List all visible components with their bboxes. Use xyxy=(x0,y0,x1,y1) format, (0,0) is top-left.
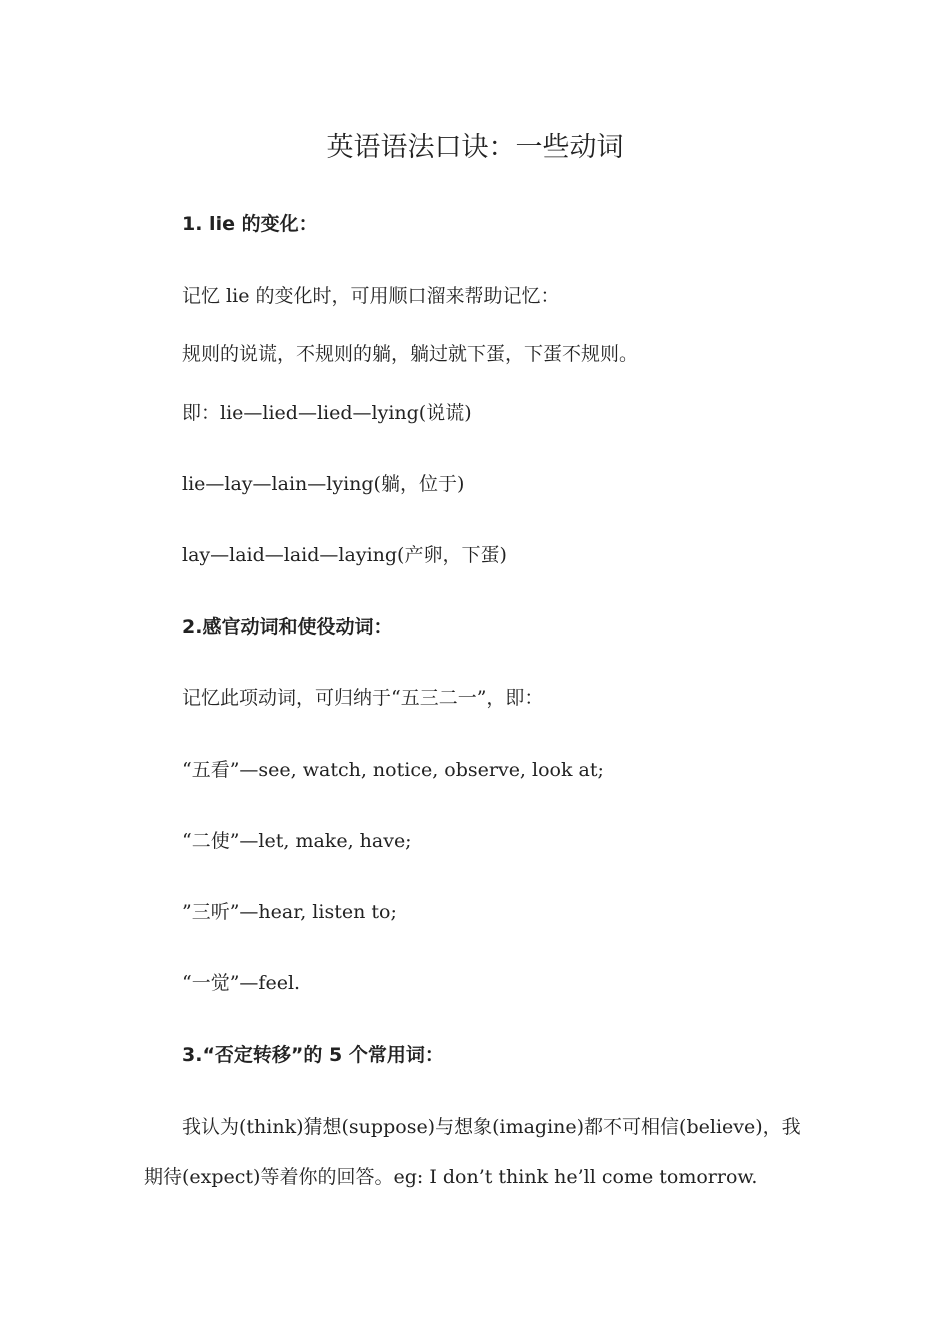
text-line: lay—laid—laid—laying(产卵，下蛋) xyxy=(182,544,507,566)
text-line: 规则的说谎，不规则的躺，躺过就下蛋，下蛋不规则。 xyxy=(182,343,639,365)
text-line: 即：lie—lied—lied—lying(说谎) xyxy=(182,402,472,424)
paragraph: 我认为(think)猜想(suppose)与想象(imagine)都不可相信(believe)，我期待(expect)等着你的回答。eg: I don’t think he’ll come tomorrow. xyxy=(144,1116,801,1188)
section-heading-lie: 1. lie 的变化： xyxy=(182,213,318,235)
text-line: “一觉”—feel. xyxy=(182,972,301,994)
page-title: 英语语法口诀：一些动词 xyxy=(326,132,624,163)
text-line: ”三听”—hear, listen to; xyxy=(182,901,397,923)
section-heading-sense-verbs: 2.感官动词和使役动词： xyxy=(182,616,393,638)
text-line: “二使”—let, make, have; xyxy=(182,830,412,852)
text-line: lie—lay—lain—lying(躺，位于) xyxy=(182,473,465,495)
section-heading-negative-transfer: 3.“否定转移”的 5 个常用词： xyxy=(182,1044,444,1066)
text-line: “五看”—see, watch, notice, observe, look at; xyxy=(182,759,604,781)
text-line: 记忆 lie 的变化时，可用顺口溜来帮助记忆： xyxy=(182,285,560,307)
text-line: 记忆此项动词，可归纳于“五三二一”，即： xyxy=(182,687,544,709)
